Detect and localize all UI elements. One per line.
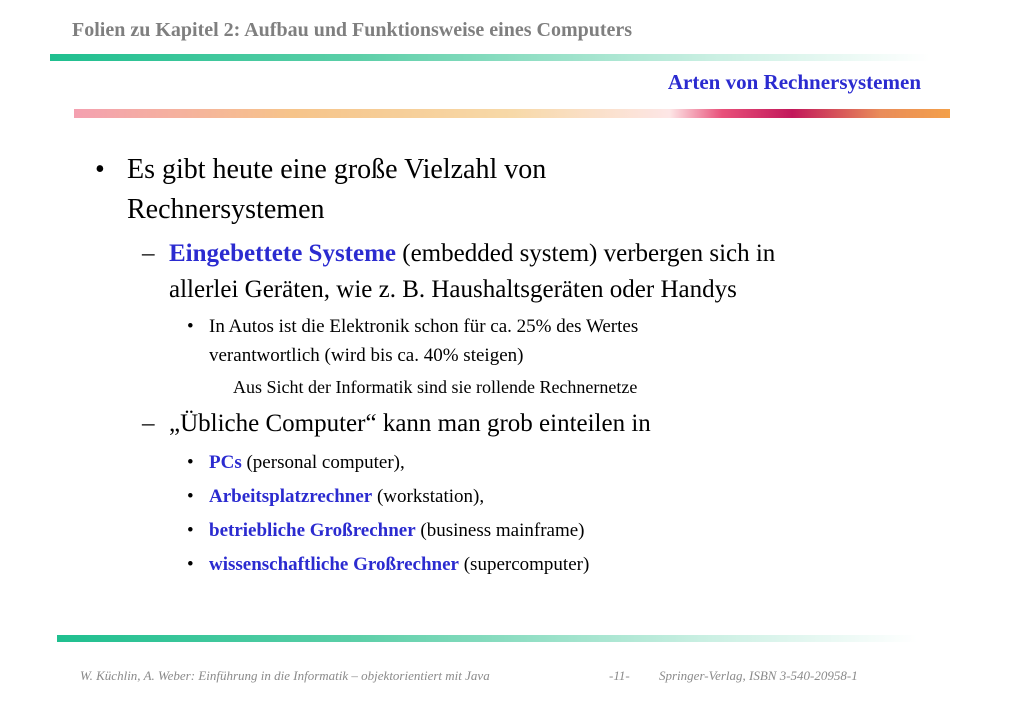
sub-item-embedded (169, 236, 775, 272)
category-supercomputer-rest: (supercomputer) (458, 554, 590, 575)
bullet-marker: • (95, 154, 105, 185)
term-pcs: PCs (209, 452, 242, 473)
bullet-marker: • (187, 520, 194, 541)
term-workstation: Arbeitsplatzrechner (209, 486, 373, 507)
footer-publisher: Springer-Verlag, ISBN 3-540-20958-1 (659, 668, 858, 683)
category-workstation (209, 482, 484, 511)
category-pcs-rest: (personal computer), (241, 452, 405, 473)
term-business-mainframe: betriebliche Großrechner (209, 520, 416, 541)
footer-divider-bar (57, 635, 917, 642)
slide-title: Arten von Rechnersystemen (667, 70, 921, 94)
category-business-mainframe-rest: (business mainframe) (415, 520, 585, 541)
category-workstation-rest: (workstation), (372, 486, 485, 507)
sub-item-embedded-line2: allerlei Geräten, wie z. B. Haushaltsgeräten oder Handys (169, 276, 737, 303)
bullet-text-line2: Rechnersystemen (127, 194, 325, 225)
title-divider-bar (74, 109, 950, 118)
sub-bullet-autos-line1: In Autos ist die Elektronik schon für ca. 25% des Wertes (209, 316, 639, 337)
header-divider-bar (50, 54, 930, 61)
term-embedded-systems: Eingebettete Systeme (169, 240, 397, 267)
bullet-marker: • (187, 554, 194, 575)
bullet-marker: • (187, 452, 194, 473)
bullet-text-line1: Es gibt heute eine große Vielzahl von (127, 154, 547, 185)
category-supercomputer (209, 550, 589, 579)
category-business-mainframe (209, 516, 585, 545)
dash-marker: – (142, 410, 155, 437)
sub-item-common-computers: „Übliche Computer“ kann man grob einteilen in (169, 410, 651, 437)
sub-item-embedded-rest: (embedded system) verbergen sich in (396, 240, 776, 267)
category-pcs (209, 448, 405, 477)
bullet-marker: • (187, 486, 194, 507)
chapter-title: Folien zu Kapitel 2: Aufbau und Funktionsweise eines Computers (72, 19, 633, 41)
note-rolling-networks: Aus Sicht der Informatik sind sie rollende Rechnernetze (233, 377, 638, 397)
term-supercomputer: wissenschaftliche Großrechner (209, 554, 459, 575)
bullet-marker: • (187, 316, 194, 337)
sub-bullet-autos-line2: verantwortlich (wird bis ca. 40% steigen) (209, 345, 524, 366)
footer-citation: W. Küchlin, A. Weber: Einführung in die Informatik – objektorientiert mit Java (80, 668, 490, 683)
footer-page-number: -11- (609, 668, 630, 683)
dash-marker: – (142, 240, 155, 267)
